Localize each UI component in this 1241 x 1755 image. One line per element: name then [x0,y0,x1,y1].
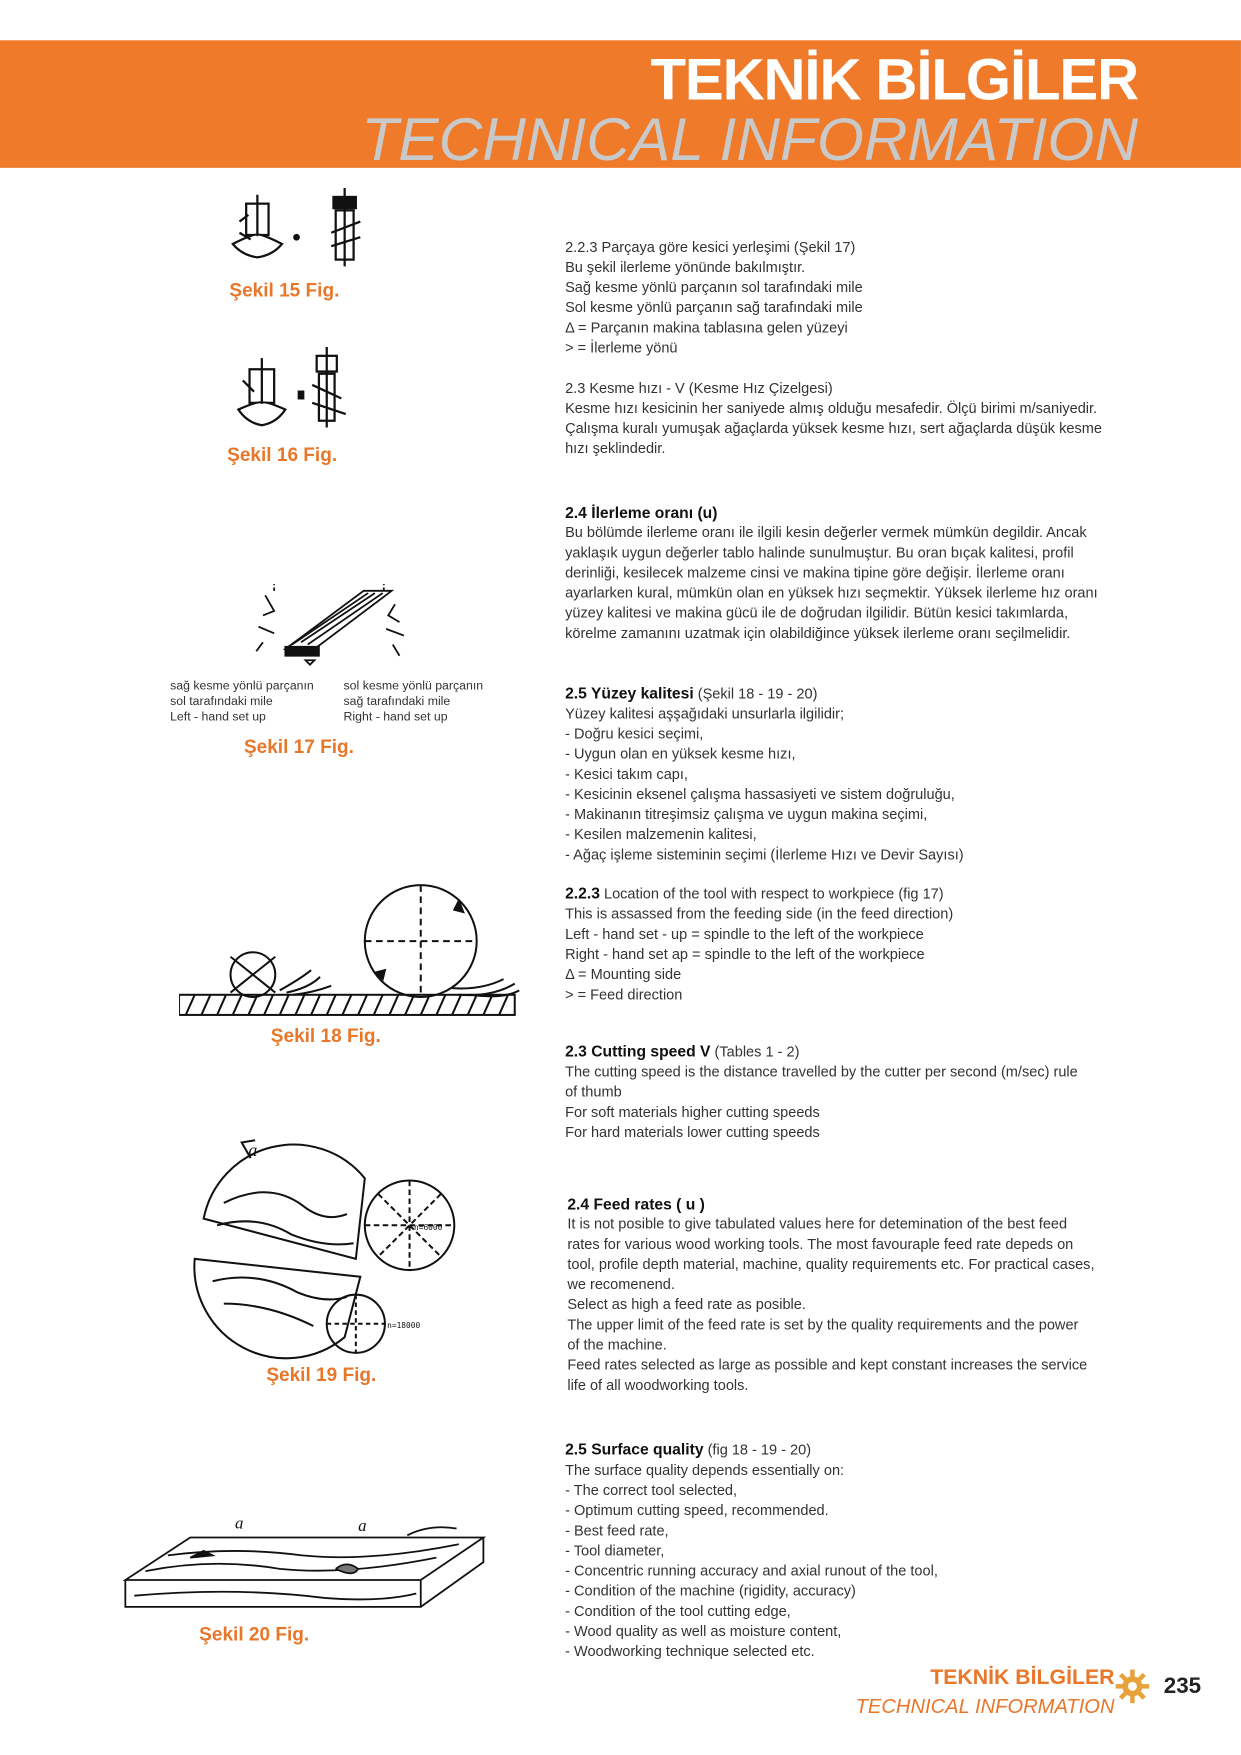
text-line: of thumb [565,1083,622,1100]
text-line: of the machine. [567,1336,667,1353]
text-line: Left - hand set - up = spindle to the left of the workpiece [565,925,924,943]
text-line: > = Feed direction [565,985,683,1003]
text-line: derinliği, kesilecek malzeme cinsi ve makina tipine göre değişir. İlerleme oranı [565,563,1065,581]
fig17-right-line: Right - hand set up [343,710,448,724]
text-line: Bu bölümde ilerleme oranı ile ilgili kesin değerler vermek mümkün degildir. Ancak [565,523,1087,541]
fig19-caption: Şekil 19 Fig. [266,1364,377,1386]
text-line: Sağ kesme yönlü parçanın sol tarafındaki mile [565,278,863,296]
text-line: tool, profile depth material, machine, quality requirements etc. For practical cases, [567,1255,1095,1273]
fig20-caption: Şekil 20 Fig. [199,1623,310,1645]
text-line: - Kesilen malzemenin kalitesi, [565,825,757,843]
fig19-speed-2: n=18000 [387,1321,421,1331]
gear-icon [1115,1668,1151,1704]
text-line: Çalışma kuralı yumuşak ağaçlarda yüksek kesme hızı, sert ağaçlarda düşük kesme [565,419,1102,437]
text-line: Right - hand set ap = spindle to the left of the workpiece [565,945,925,963]
text-line: The upper limit of the feed rate is set by the quality requirements and the power [567,1315,1079,1333]
text-line: yaklaşık uygun değerler tablo halinde sunulmuştur. Bu oran bıçak kalitesi, profil [565,543,1074,561]
text-line: - Kesicinin eksenel çalışma hassasiyeti ve sistem doğruluğu, [565,785,955,803]
fig17-right-line: sağ tarafındaki mile [343,694,451,709]
section-tr-2-4 [565,502,1141,643]
text-line: Δ = Parçanın makina tablasına gelen yüzeyi [565,318,848,336]
text-line: - Wood quality as well as moisture content, [565,1622,842,1640]
section-heading: 2.3 Cutting speed V [565,1041,711,1060]
text-line: körelme zamanını uzatmak için olabildiğince yüksek ilerleme oranı seçilmelidir. [565,624,1071,642]
fig19-drawing [190,1136,459,1360]
text-line: - Condition of the machine (rigidity, accuracy) [565,1582,856,1600]
text-line: Select as high a feed rate as posible. [567,1295,806,1313]
text-line: life of all woodworking tools. [567,1376,749,1394]
section-en-2-5 [565,1439,1141,1662]
text-line: Feed rates selected as large as possible and kept constant increases the service [567,1356,1088,1374]
section-en-2-2-3 [565,883,1141,1005]
text-line: - Optimum cutting speed, recommended. [565,1501,829,1519]
section-tr-2-5 [565,683,1141,865]
text-line: hızı şeklindedir. [565,439,666,457]
fig17-left-line: Left - hand set up [170,710,266,724]
text-line: Sol kesme yönlü parçanın sağ tarafındaki mile [565,298,863,316]
fig17-left-line: sağ kesme yönlü parçanın [170,679,314,693]
fig17-right-line: sol kesme yönlü parçanın [343,679,484,693]
section-tr-2-3 [565,378,1141,459]
fig20-drawing [123,1513,492,1625]
section-heading: 2.5 Yüzey kalitesi [565,683,694,702]
text-line: - Tool diameter, [565,1541,665,1559]
text-line: - Doğru kesici seçimi, [565,725,704,742]
text-line: - Kesici takım capı, [565,765,688,783]
section-heading: 2.2.3 [565,884,600,902]
fig19-label-a: a [248,1139,258,1160]
text-line: - Woodworking technique selected etc. [565,1642,815,1660]
fig17-left-line: sol tarafındaki mile [170,694,273,709]
text-line: This is assassed from the feeding side (in the feed direction) [565,905,954,923]
text-line: - Ağaç işleme sisteminin seçimi (İlerleme Hızı ve Devir Sayısı) [565,845,964,863]
section-heading: 2.4 İlerleme oranı (u) [565,503,718,522]
text-line: Δ = Mounting side [565,965,682,983]
section-heading-ref: (Şekil 18 - 19 - 20) [693,684,818,702]
fig16-drawing [229,347,386,437]
text-line: we recomenend. [567,1275,675,1293]
text-line: - Concentric running accuracy and axial runout of the tool, [565,1562,938,1579]
text-line: 2.3 Kesme hızı - V (Kesme Hız Çizelgesi) [565,379,833,397]
fig15-drawing [224,188,381,275]
text-line: - Condition of the tool cutting edge, [565,1602,791,1620]
fig17-drawing [252,580,420,667]
text-line: - The correct tool selected, [565,1481,738,1499]
fig19-speed-1: n=6000 [414,1222,443,1232]
fig20-label-a: a [358,1515,367,1535]
text-line: ayarlarken kural, mümkün olan en yüksek hızı seçmektir. Yüksek ilerleme hız oranı [565,584,1098,601]
text-line: - Uygun olan en yüksek kesme hızı, [565,745,796,763]
section-heading: 2.4 Feed rates ( u ) [567,1195,705,1213]
section-en-2-3 [565,1041,1141,1143]
text-line: yüzey kalitesi ve makina gücü ile de doğrudan ilgilidir. Bütün kesici takımlarda, [565,604,1069,622]
text-line: Yüzey kalitesi aşşağıdaki unsurlarla ilgilidir; [565,704,845,722]
section-heading-rest: Location of the tool with respect to workpiece (fig 17) [599,885,944,902]
fig16-caption: Şekil 16 Fig. [227,444,338,466]
section-tr-2-2-3 [565,237,1141,358]
fig20-label-a: a [234,1513,244,1533]
fig17-right-labels [344,678,484,725]
text-line: The surface quality depends essentially on: [565,1461,845,1479]
text-line: - Makinanın titreşimsiz çalışma ve uygun makina seçimi, [565,805,928,823]
fig18-drawing [179,878,520,1023]
section-heading: 2.5 Surface quality [565,1440,704,1459]
header-banner [0,40,1241,174]
text-line: rates for various wood working tools. The most favouraple feed rate depeds on [567,1235,1074,1253]
text-line: - Best feed rate, [565,1521,669,1539]
fig18-caption: Şekil 18 Fig. [270,1025,381,1047]
footer-title-tr: TEKNİK BİLGİLER [930,1666,1115,1690]
page-number: 235 [1163,1674,1202,1699]
footer-title-en: TECHNICAL INFORMATION [855,1695,1115,1718]
text-line: The cutting speed is the distance travelled by the cutter per second (m/sec) rule [565,1063,1078,1080]
section-heading-ref: (Tables 1 - 2) [710,1042,800,1060]
fig17-caption: Şekil 17 Fig. [243,736,354,758]
text-line: For hard materials lower cutting speeds [565,1123,820,1141]
text-line: > = İlerleme yönü [565,339,678,356]
text-line: For soft materials higher cutting speeds [565,1103,820,1121]
header-title-tr: TEKNİK BİLGİLER [650,48,1139,114]
header-title-en: TECHNICAL INFORMATION [361,106,1139,174]
section-en-2-4 [567,1194,1143,1395]
fig15-caption: Şekil 15 Fig. [229,279,340,302]
text-line: Bu şekil ilerleme yönünde bakılmıştır. [565,258,806,276]
section-heading-ref: (fig 18 - 19 - 20) [703,1441,812,1459]
fig17-left-labels [170,678,314,725]
text-line: It is not posible to give tabulated values here for detemination of the best feed [567,1215,1068,1233]
text-line: Kesme hızı kesicinin her saniyede almış olduğu mesafedir. Ölçü birimi m/saniyedir. [565,399,1098,417]
text-line: 2.2.3 Parçaya göre kesici yerleşimi (Şekil 17) [565,238,856,256]
